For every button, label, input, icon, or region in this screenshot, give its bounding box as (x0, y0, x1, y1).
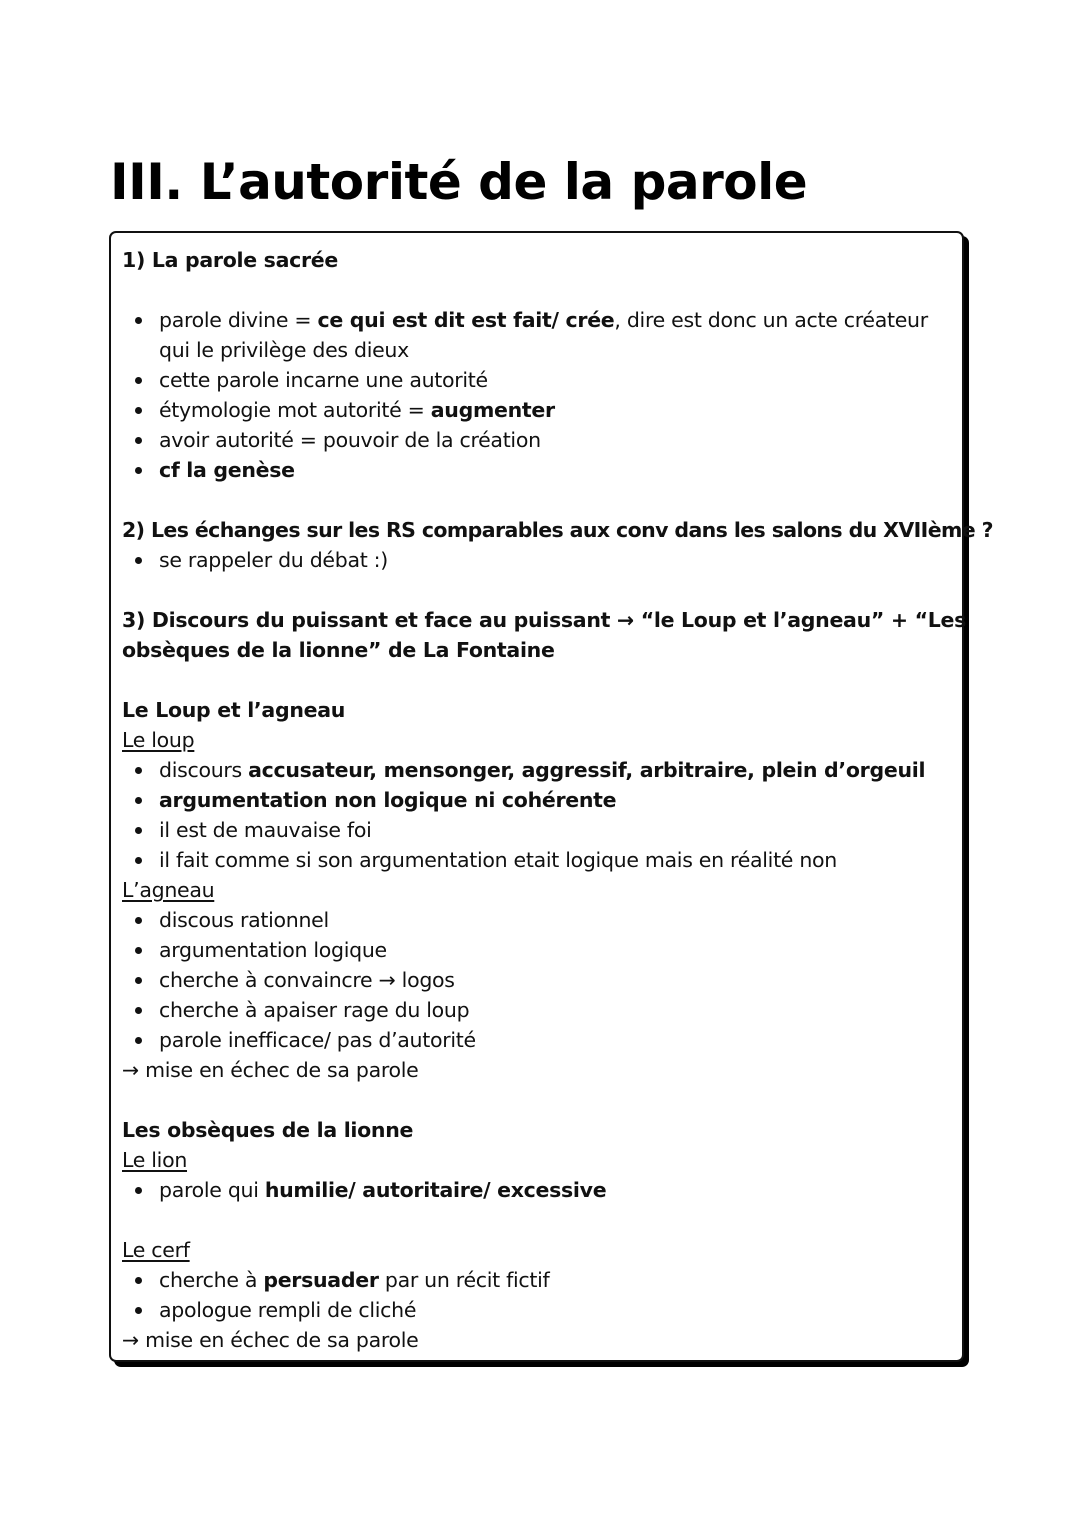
bullet-icon (135, 377, 142, 384)
spacer (122, 575, 952, 605)
bullet-icon (135, 977, 142, 984)
bullet-icon (135, 437, 142, 444)
list-item: argumentation logique (122, 935, 952, 965)
list-item: discours accusateur, mensonger, aggressif, arbitraire, plein d’orgeuil (122, 755, 952, 785)
bullet-icon (135, 857, 142, 864)
list-item: apologue rempli de cliché (122, 1295, 952, 1325)
bullet-icon (135, 827, 142, 834)
bullet-icon (135, 557, 142, 564)
list-item: cherche à apaiser rage du loup (122, 995, 952, 1025)
spacer (122, 485, 952, 515)
bullet-icon (135, 317, 142, 324)
list-item: cherche à persuader par un récit fictif (122, 1265, 952, 1295)
bullet-icon (135, 797, 142, 804)
bullet-icon (135, 767, 142, 774)
section-1-heading: 1) La parole sacrée (122, 248, 338, 272)
section-2-list (122, 545, 952, 575)
section-2-heading: 2) Les échanges sur les RS comparables aux conv dans les salons du XVIIème ? (122, 518, 993, 542)
bullet-icon (135, 917, 142, 924)
list-item: argumentation non logique ni cohérente (122, 785, 952, 815)
fable-2-title: Les obsèques de la lionne (122, 1118, 414, 1142)
section-1-list (122, 305, 952, 485)
wolf-label: Le loup (122, 728, 195, 752)
lamb-conclusion: → mise en échec de sa parole (122, 1058, 419, 1082)
spacer (122, 665, 952, 695)
list-item: étymologie mot autorité = augmenter (122, 395, 952, 425)
lion-label: Le lion (122, 1148, 188, 1172)
note-content (122, 245, 993, 1355)
stag-conclusion: → mise en échec de sa parole (122, 1328, 419, 1352)
spacer (122, 275, 952, 305)
list-item: cherche à convaincre → logos (122, 965, 952, 995)
list-item: parole divine = ce qui est dit est fait/ crée, dire est donc un acte créateur qui le privilège des dieux (122, 305, 952, 365)
list-item: il est de mauvaise foi (122, 815, 952, 845)
bullet-icon (135, 1037, 142, 1044)
stag-label: Le cerf (122, 1238, 190, 1262)
section-3-heading-line-1: 3) Discours du puissant et face au puissant → “le Loup et l’agneau” + “Les (122, 608, 967, 632)
list-item: il fait comme si son argumentation etait logique mais en réalité non (122, 845, 952, 875)
section-3-heading-line-2: obsèques de la lionne” de La Fontaine (122, 638, 555, 662)
lamb-label: L’agneau (122, 878, 215, 902)
list-item: parole qui humilie/ autoritaire/ excessive (122, 1175, 952, 1205)
list-item: cette parole incarne une autorité (122, 365, 952, 395)
bullet-icon (135, 947, 142, 954)
bullet-icon (135, 1187, 142, 1194)
spacer (122, 1205, 952, 1235)
bullet-icon (135, 407, 142, 414)
list-item: cf la genèse (122, 455, 952, 485)
wolf-list (122, 755, 952, 875)
lion-list (122, 1175, 952, 1205)
list-item: se rappeler du débat :) (122, 545, 952, 575)
list-item: parole inefficace/ pas d’autorité (122, 1025, 952, 1055)
page-title: III. L’autorité de la parole (110, 153, 808, 211)
bullet-icon (135, 1007, 142, 1014)
stag-list (122, 1265, 952, 1325)
list-item: avoir autorité = pouvoir de la création (122, 425, 952, 455)
bullet-icon (135, 1307, 142, 1314)
list-item: discous rationnel (122, 905, 952, 935)
note-box (109, 231, 993, 1362)
fable-1-title: Le Loup et l’agneau (122, 698, 346, 722)
spacer (122, 1085, 952, 1115)
bullet-icon (135, 1277, 142, 1284)
lamb-list (122, 905, 952, 1055)
bullet-icon (135, 467, 142, 474)
